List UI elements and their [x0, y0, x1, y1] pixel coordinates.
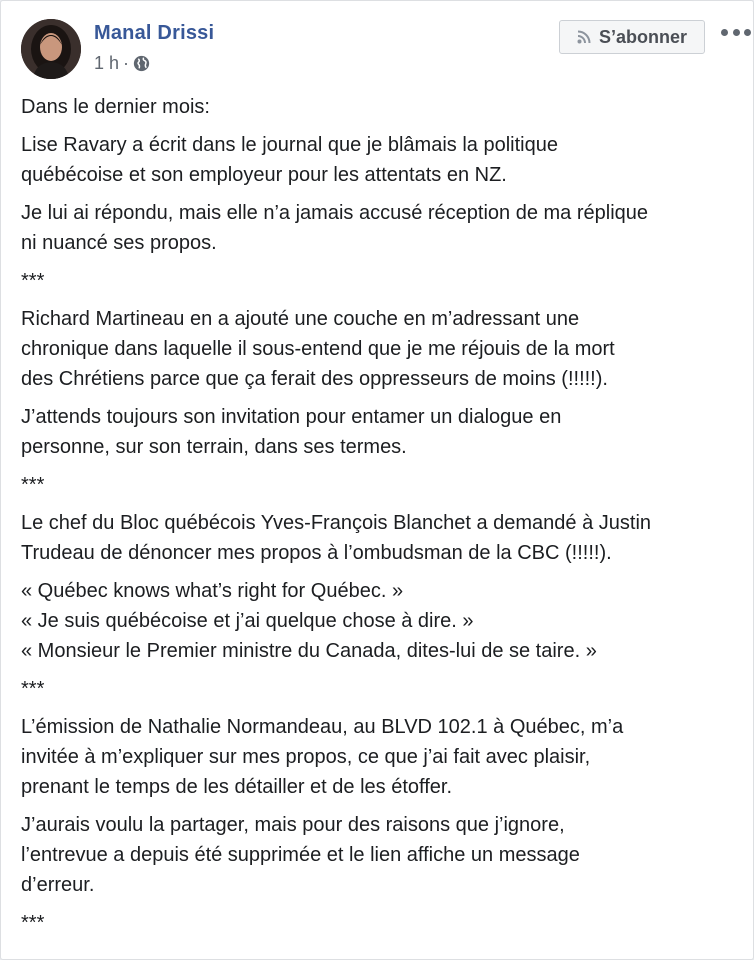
quote-block: « Québec knows what’s right for Québec. » « Je suis québécoise et j’ai quelque chose à dire. » « Monsieur le Premier ministre du Canada, dites-lui de se taire. »: [21, 580, 597, 662]
dot: [721, 29, 728, 36]
paragraph: Le chef du Bloc québécois Yves-François Blanchet a demandé à Justin Trudeau de dénoncer mes propos à l’ombudsman de la CBC (!!!!!).: [21, 512, 652, 564]
post-body: [21, 92, 736, 946]
meta-separator: ·: [123, 53, 130, 73]
avatar[interactable]: [21, 19, 81, 79]
paragraph: J’attends toujours son invitation pour entamer un dialogue en personne, sur son terrain, dans ses termes.: [21, 406, 562, 458]
paragraph: Je lui ai répondu, mais elle n’a jamais accusé réception de ma réplique ni nuancé ses propos.: [21, 202, 649, 254]
dot: [744, 29, 751, 36]
paragraph: Dans le dernier mois:: [21, 96, 210, 118]
post-header: [21, 19, 733, 81]
separator-stars: ***: [21, 912, 45, 934]
paragraph: Richard Martineau en a ajouté une couche en m’adressant une chronique dans laquelle il sous-entend que je me réjouis de la mort des Chrétiens parce que ça ferait des oppresseurs de moins (!!!!!).: [21, 308, 615, 390]
globe-icon[interactable]: [133, 55, 150, 72]
rss-icon: [577, 30, 591, 44]
follow-button-label: S’abonner: [598, 26, 687, 47]
post-meta: [94, 53, 150, 74]
separator-stars: ***: [21, 270, 45, 292]
author-name[interactable]: Manal Drissi: [94, 22, 215, 44]
separator-stars: ***: [21, 474, 45, 496]
post-timestamp[interactable]: 1 h: [94, 53, 120, 73]
paragraph: J’aurais voulu la partager, mais pour des raisons que j’ignore, l’entrevue a depuis été supprimée et le lien affiche un message d’erreur.: [21, 814, 580, 896]
profile-photo: [21, 19, 81, 79]
paragraph: L’émission de Nathalie Normandeau, au BLVD 102.1 à Québec, m’a invitée à m’expliquer sur mes propos, ce que j’ai fait avec plaisir, prenant le temps de les détailler et de les étoffer.: [21, 716, 624, 798]
more-options-icon[interactable]: [721, 22, 751, 42]
paragraph: Lise Ravary a écrit dans le journal que je blâmais la politique québécoise et son employeur pour les attentats en NZ.: [21, 134, 558, 186]
dot: [733, 29, 740, 36]
follow-button[interactable]: [559, 20, 705, 54]
separator-stars: ***: [21, 678, 45, 700]
